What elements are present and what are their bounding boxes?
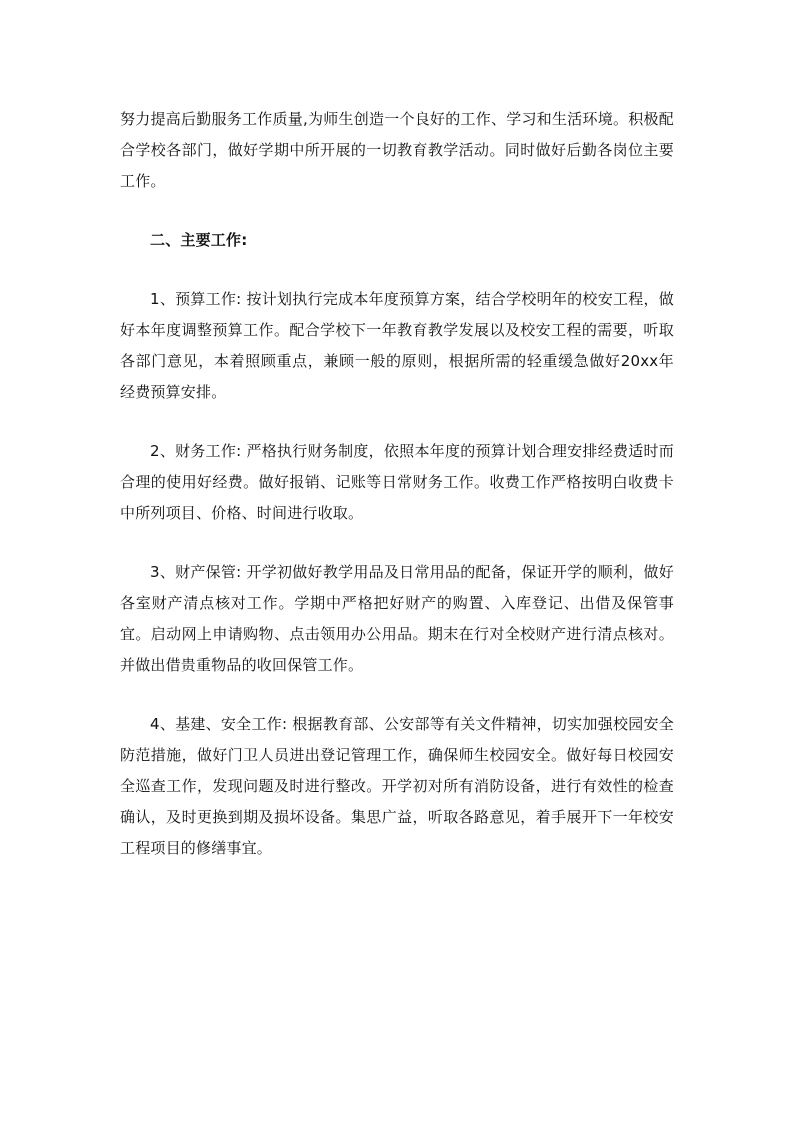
section-heading-main-work: 二、主要工作: — [150, 231, 248, 249]
paragraph-construction-safety: 4、基建、安全工作: 根据教育部、公安部等有关文件精神，切实加强校园安全防范措施，做好门卫人员进出登记管理工作，确保师生校园安全。做好每日校园安全巡查工作，发现问题及时进行整改。开学初对所有消防设备，进行有效性的检查确认，及时更换到期及损坏设备。集思广益，听取各路意见，着手展开下一年校安工程项目的修缮事宜。 — [120, 715, 674, 857]
document-body — [120, 104, 674, 864]
intro-paragraph: 努力提高后勤服务工作质量,为师生创造一个良好的工作、学习和生活环境。积极配合学校各部门，做好学期中所开展的一切教育教学活动。同时做好后勤各岗位主要工作。 — [120, 110, 674, 190]
paragraph-property-custody: 3、财产保管: 开学初做好教学用品及日常用品的配备，保证开学的顺利，做好各室财产清点核对工作。学期中严格把好财产的购置、入库登记、出借及保管事宜。启动网上申请购物、点击领用办公用品。期末在行对全校财产进行清点核对。并做出借贵重物品的收回保管工作。 — [120, 563, 674, 674]
paragraph-budget-work: 1、预算工作: 按计划执行完成本年度预算方案，结合学校明年的校安工程，做好本年度调整预算工作。配合学校下一年教育教学发展以及校安工程的需要，听取各部门意见，本着照顾重点，兼顾一般的原则，根据所需的轻重缓急做好20xx年经费预算安排。 — [120, 290, 674, 401]
paragraph-finance-work: 2、财务工作: 严格执行财务制度，依照本年度的预算计划合理安排经费适时而合理的使用好经费。做好报销、记账等日常财务工作。收费工作严格按明白收费卡中所列项目、价格、时间进行收取。 — [120, 442, 674, 522]
